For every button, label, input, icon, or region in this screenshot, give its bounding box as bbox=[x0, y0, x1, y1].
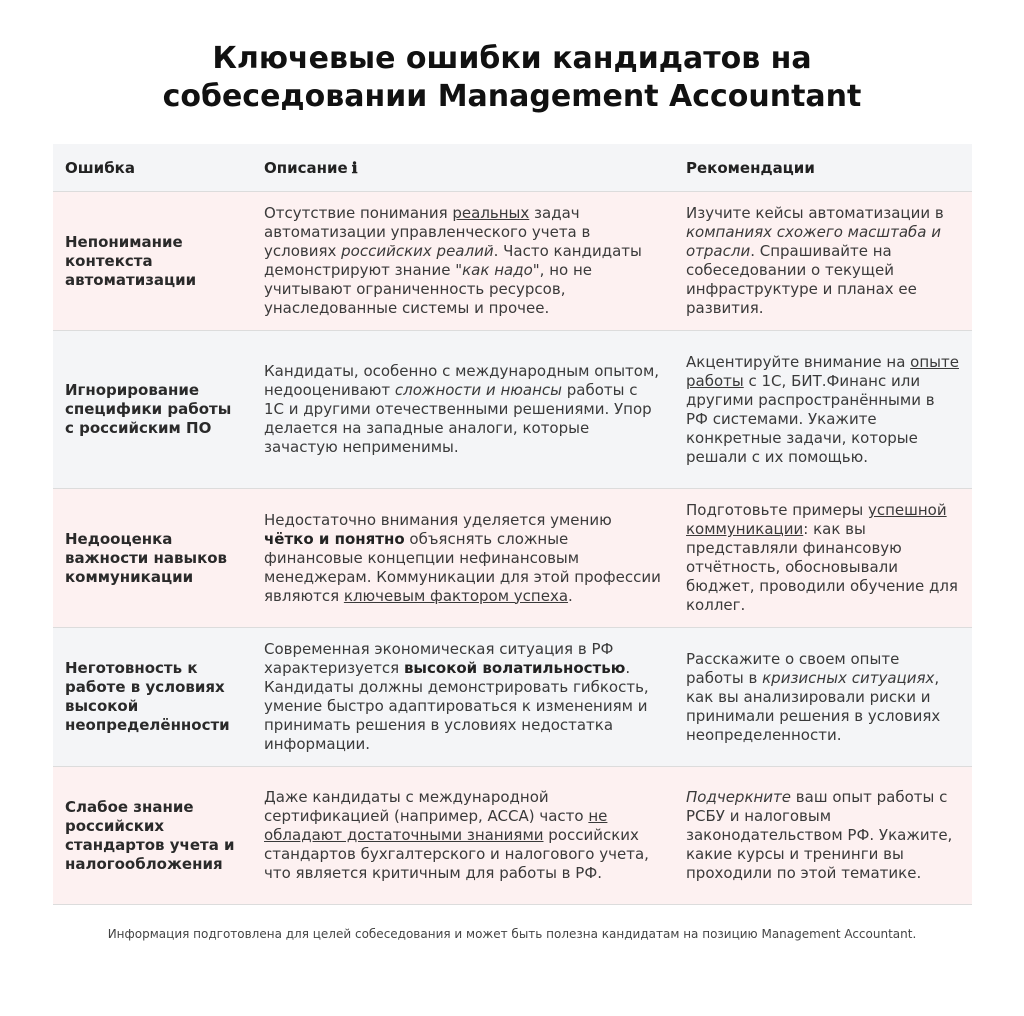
emphasis-underline: успешной коммуникации bbox=[686, 501, 947, 538]
text-segment: Кандидаты, особенно с международным опытом, недооценивают bbox=[264, 362, 660, 399]
header-description-label: Описание bbox=[264, 158, 348, 177]
text-segment: российских стандартов бухгалтерского и налогового учета, что является критичным для работы в РФ. bbox=[264, 826, 649, 882]
error-cell: Непонимание контекста автоматизации bbox=[53, 192, 252, 331]
text-segment: с 1С, БИТ.Финанс или другими распространёнными в РФ системами. Укажите конкретные задачи, которые решали с их помощью. bbox=[686, 371, 935, 466]
error-cell: Слабое знание российских стандартов учета и налогообложения bbox=[53, 767, 252, 905]
text-segment: Акцентируйте внимание на bbox=[686, 352, 911, 371]
text-segment: ваш опыт работы с РСБУ и налоговым законодательством РФ. Укажите, какие курсы и тренинги вы проходили по этой тематике. bbox=[686, 788, 953, 882]
mistakes-table bbox=[53, 144, 972, 905]
emphasis-italic: компаниях схожего масштаба и отрасли bbox=[686, 223, 942, 260]
header-recommendations bbox=[674, 144, 972, 192]
info-icon[interactable]: ℹ bbox=[351, 158, 358, 177]
text-segment: Подготовьте примеры bbox=[686, 501, 868, 519]
text-segment: Современная экономическая ситуация в РФ характеризуется bbox=[264, 640, 614, 677]
header-recommendations-label: Рекомендации bbox=[686, 158, 815, 177]
table-header-row bbox=[53, 144, 972, 192]
text-segment: . bbox=[568, 586, 573, 605]
table-row bbox=[53, 628, 972, 767]
text-segment: Недостаточно внимания уделяется умению bbox=[264, 510, 612, 529]
emphasis-underline: не обладают достаточными знаниями bbox=[264, 807, 608, 844]
description-cell bbox=[252, 767, 674, 905]
emphasis-italic: российских реалий bbox=[341, 242, 494, 260]
description-cell bbox=[252, 628, 674, 767]
description-cell bbox=[252, 489, 674, 628]
description-cell bbox=[252, 331, 674, 489]
header-description bbox=[252, 144, 674, 192]
header-error-label: Ошибка bbox=[65, 158, 135, 177]
page-title-line-1: Ключевые ошибки кандидатов на bbox=[212, 41, 812, 76]
table-row bbox=[53, 767, 972, 905]
text-segment: работы с 1С и другими отечественными решениями. Упор делается на западные аналоги, которые зачастую неприменимы. bbox=[264, 381, 652, 456]
emphasis-italic: сложности и нюансы bbox=[394, 381, 562, 399]
emphasis-bold: чётко и понятно bbox=[264, 529, 405, 548]
error-cell: Недооценка важности навыков коммуникации bbox=[53, 489, 252, 628]
text-segment: задач автоматизации управленческого учета в условиях bbox=[264, 204, 591, 260]
text-segment: Отсутствие понимания bbox=[264, 204, 453, 222]
emphasis-bold: высокой волатильностью bbox=[403, 659, 626, 677]
text-segment: Даже кандидаты с международной сертификацией (например, ACCA) часто bbox=[264, 788, 589, 825]
description-cell bbox=[252, 192, 674, 331]
emphasis-italic: кризисных ситуациях bbox=[762, 668, 935, 687]
recommendation-cell bbox=[674, 192, 972, 331]
text-segment: Расскажите о своем опыте работы в bbox=[686, 649, 900, 687]
text-segment: Изучите кейсы автоматизации в bbox=[686, 204, 944, 222]
table-row bbox=[53, 489, 972, 628]
recommendation-cell bbox=[674, 331, 972, 489]
recommendation-cell bbox=[674, 767, 972, 905]
error-cell: Неготовность к работе в условиях высокой неопределённости bbox=[53, 628, 252, 767]
page-title bbox=[0, 40, 1024, 116]
table-row bbox=[53, 192, 972, 331]
text-segment: , как вы анализировали риски и принимали решения в условиях неопределенности. bbox=[686, 668, 941, 744]
table-row bbox=[53, 331, 972, 489]
recommendation-cell bbox=[674, 628, 972, 767]
emphasis-underline: ключевым фактором успеха bbox=[343, 586, 569, 605]
emphasis-italic: Подчеркните bbox=[686, 788, 792, 806]
header-error bbox=[53, 144, 252, 192]
text-segment: . Часто кандидаты демонстрируют знание bbox=[264, 242, 642, 279]
emphasis-italic: "как надо" bbox=[455, 261, 540, 279]
text-segment: , но не учитывают ограниченность ресурсов, унаследованные системы и прочее. bbox=[264, 261, 592, 317]
emphasis-underline: реальных bbox=[452, 204, 530, 222]
page-title-line-2: собеседовании Management Accountant bbox=[162, 79, 862, 114]
text-segment: . Кандидаты должны демонстрировать гибкость, умение быстро адаптироваться к изменениям и принимать решения в условиях недостатка информации. bbox=[264, 659, 649, 753]
text-segment: объяснять сложные финансовые концепции нефинансовым менеджерам. Коммуникации для этой профессии являются bbox=[264, 529, 661, 605]
footer-note: Информация подготовлена для целей собеседования и может быть полезна кандидатам на позицию Management Accountant. bbox=[107, 927, 917, 941]
error-cell: Игнорирование специфики работы с российским ПО bbox=[53, 331, 252, 489]
recommendation-cell bbox=[674, 489, 972, 628]
text-segment: : как вы представляли финансовую отчётность, обосновывали бюджет, проводили обучение для коллег. bbox=[686, 520, 958, 614]
emphasis-underline: опыте работы bbox=[686, 352, 959, 390]
text-segment: . Спрашивайте на собеседовании о текущей инфраструктуре и планах ее развития. bbox=[686, 242, 917, 317]
